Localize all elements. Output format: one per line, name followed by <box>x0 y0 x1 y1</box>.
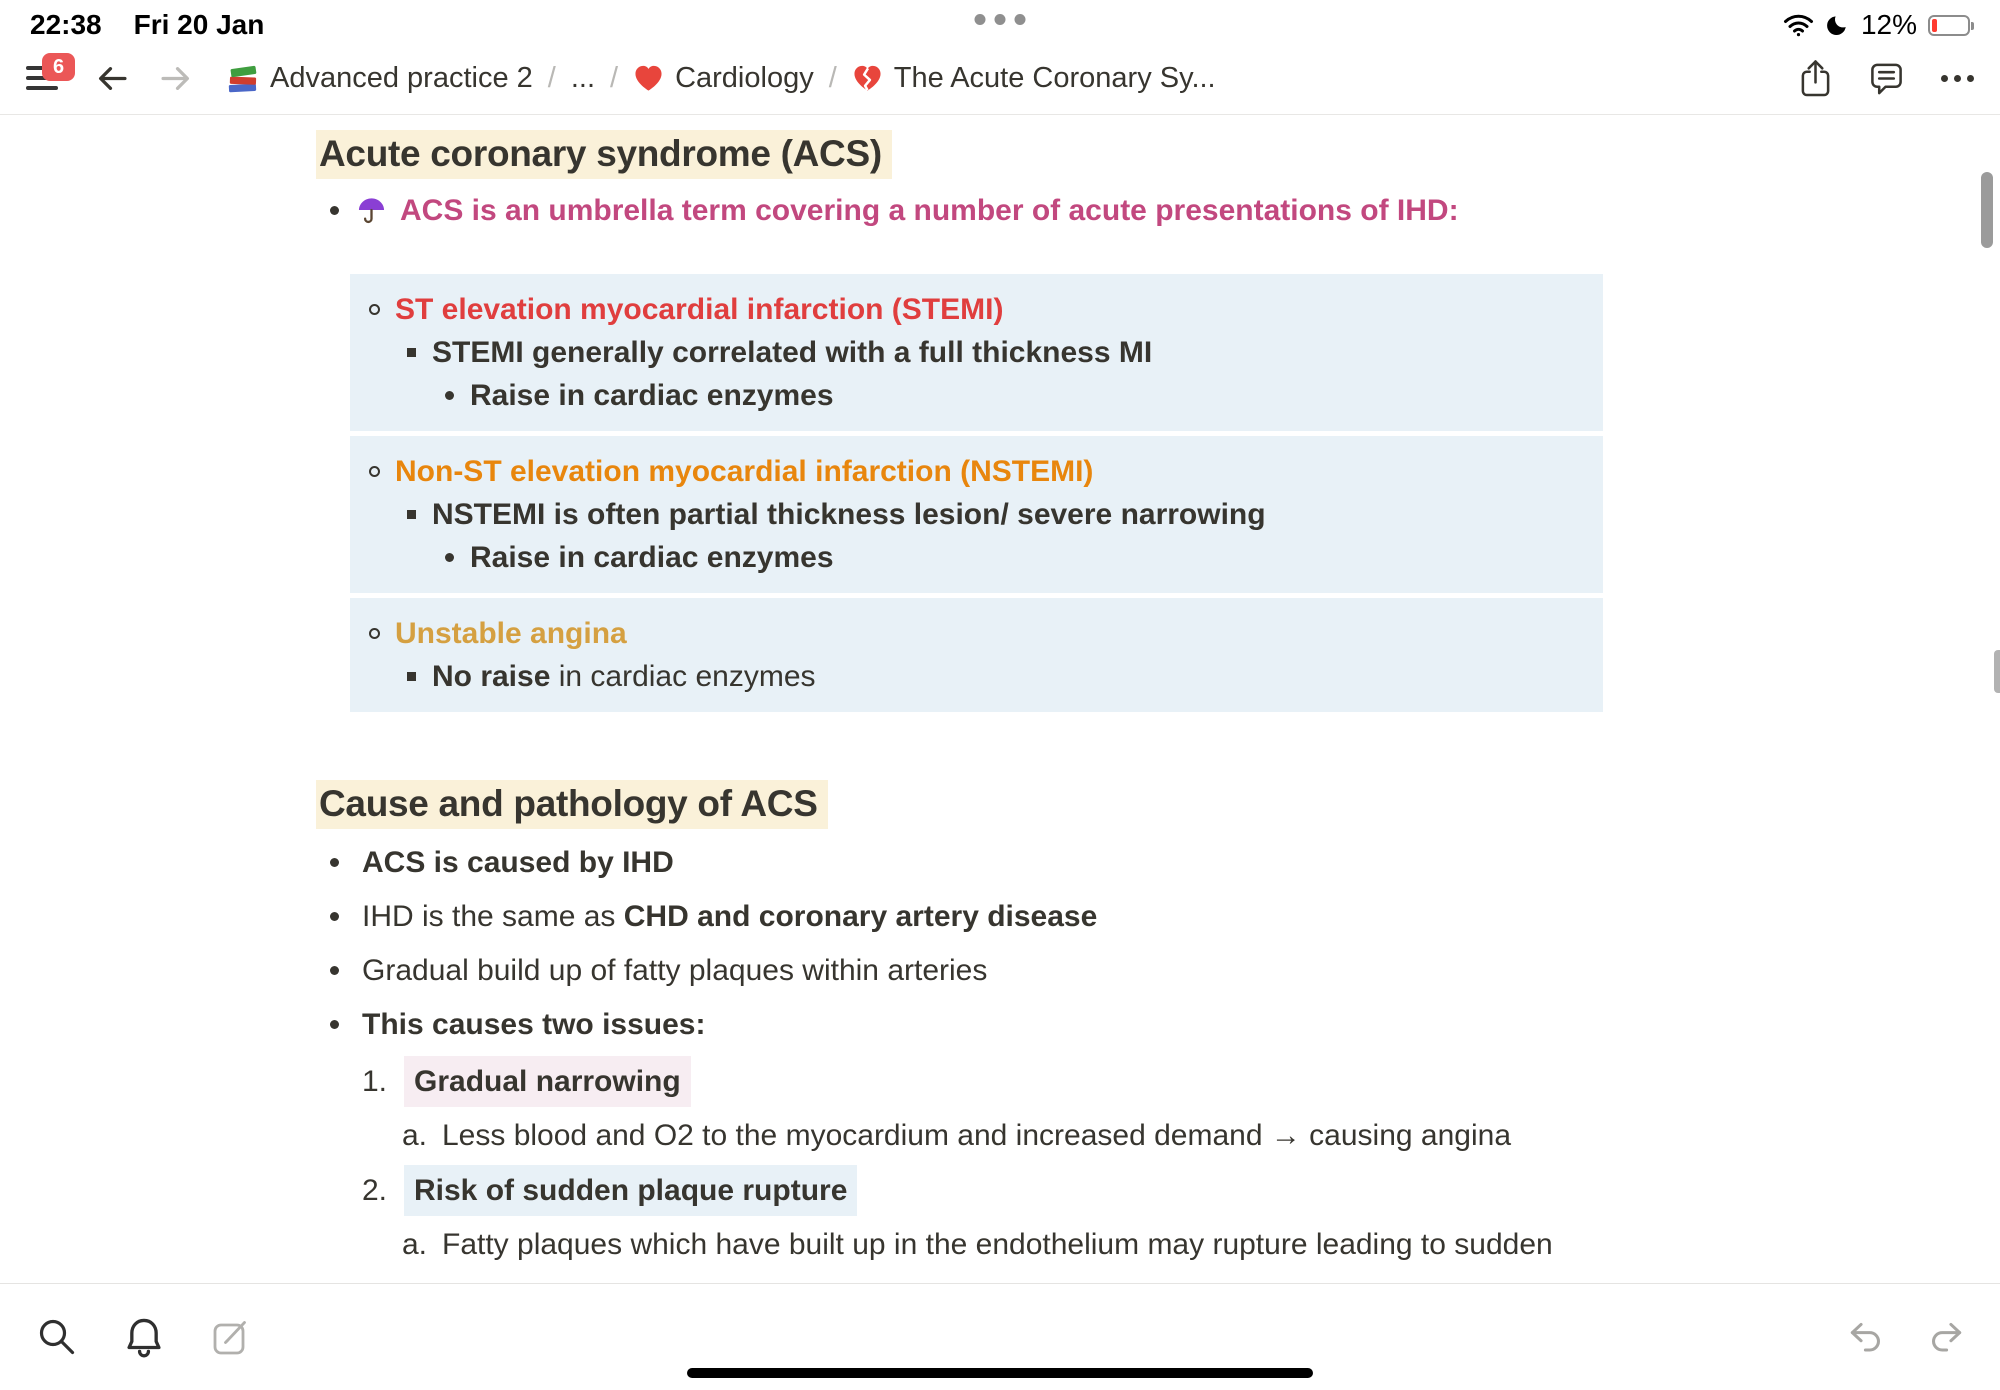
list-item[interactable]: Raise in cardiac enzymes <box>350 374 1603 417</box>
notification-badge: 6 <box>42 53 75 81</box>
heart-icon <box>633 64 664 93</box>
breadcrumb-label: The Acute Coronary Sy... <box>893 61 1216 94</box>
bullet-square <box>407 348 416 357</box>
bullet-disc <box>330 1020 339 1029</box>
breadcrumb-label: Advanced practice 2 <box>270 61 533 94</box>
list-item[interactable]: This causes two issues: <box>316 1003 1696 1045</box>
forward-button[interactable] <box>159 63 192 94</box>
breadcrumb-advanced-practice[interactable] <box>226 62 533 95</box>
wifi-icon <box>1783 14 1814 37</box>
battery-icon <box>1928 15 1970 36</box>
sidebar-toggle-button[interactable] <box>26 55 66 93</box>
home-indicator[interactable] <box>687 1368 1313 1378</box>
status-bar <box>0 0 2000 42</box>
breadcrumb-separator: / <box>547 61 556 94</box>
more-options-icon[interactable] <box>1941 75 1974 82</box>
bullet-disc <box>330 966 339 975</box>
list-item[interactable]: ACS is caused by IHD <box>316 841 1696 883</box>
bullet-disc <box>330 858 339 867</box>
page-content <box>0 115 2000 1283</box>
nav-bar <box>0 42 2000 115</box>
breadcrumb-separator: / <box>828 61 837 94</box>
bullet-disc <box>445 553 454 562</box>
page-heading-acs[interactable]: Acute coronary syndrome (ACS) <box>316 130 1696 178</box>
list-letter: a. <box>402 1227 428 1261</box>
list-item[interactable]: STEMI generally correlated with a full thickness MI <box>350 331 1603 374</box>
list-item[interactable]: No raise in cardiac enzymes <box>350 655 1603 698</box>
bullet-disc <box>330 206 339 215</box>
edge-scrollbar-thumb[interactable] <box>1994 650 2000 693</box>
undo-icon[interactable] <box>1848 1321 1885 1354</box>
breadcrumb-cardiology[interactable] <box>633 62 814 95</box>
box-unstable-angina <box>350 598 1603 712</box>
scrollbar-thumb[interactable] <box>1981 172 1993 248</box>
bullet-circle <box>369 628 380 639</box>
date: Fri 20 Jan <box>133 9 265 40</box>
umbrella-icon <box>356 196 387 225</box>
list-item[interactable]: IHD is the same as CHD and coronary artery disease <box>316 895 1696 937</box>
bullet-disc <box>445 391 454 400</box>
numbered-item-1[interactable]: 1. Gradual narrowing <box>316 1057 1696 1105</box>
box-nstemi <box>350 436 1603 593</box>
redo-icon[interactable] <box>1927 1321 1964 1354</box>
broken-heart-icon <box>852 64 883 93</box>
list-item[interactable]: Unstable angina <box>350 612 1603 655</box>
back-button[interactable] <box>96 63 129 94</box>
breadcrumb-separator: / <box>610 61 619 94</box>
bullet-disc <box>330 912 339 921</box>
list-item[interactable]: NSTEMI is often partial thickness lesion/ severe narrowing <box>350 493 1603 536</box>
share-icon[interactable] <box>1799 59 1832 98</box>
clock: 22:38 <box>30 9 102 40</box>
numbered-item-2[interactable]: 2. Risk of sudden plaque rupture <box>316 1166 1696 1214</box>
box-stemi <box>350 274 1603 431</box>
list-number: 1. <box>362 1064 388 1098</box>
breadcrumb-current-page[interactable] <box>852 62 1216 95</box>
bullet-square <box>407 672 416 681</box>
numbered-subitem[interactable]: a. Less blood and O2 to the myocardium and increased demand → causing angina <box>316 1114 1696 1156</box>
compose-icon[interactable] <box>210 1316 252 1358</box>
list-item[interactable]: ST elevation myocardial infarction (STEMI) <box>350 288 1603 331</box>
books-icon <box>226 63 259 94</box>
search-icon[interactable] <box>36 1316 78 1358</box>
comments-icon[interactable] <box>1868 61 1905 96</box>
bullet-circle <box>369 466 380 477</box>
focus-moon-icon <box>1825 13 1850 38</box>
numbered-subitem[interactable]: a. Fatty plaques which have built up in the endothelium may rupture leading to sudden <box>316 1223 1696 1265</box>
bullet-square <box>407 510 416 519</box>
bullet-circle <box>369 304 380 315</box>
breadcrumb-label: Cardiology <box>675 61 814 94</box>
breadcrumb-collapsed[interactable]: ... <box>570 61 596 94</box>
breadcrumb <box>226 62 1216 95</box>
list-number: 2. <box>362 1173 388 1207</box>
list-item-umbrella[interactable]: ACS is an umbrella term covering a number of acute presentations of IHD: <box>316 189 1696 232</box>
notifications-bell-icon[interactable] <box>124 1316 164 1358</box>
battery-percent: 12% <box>1860 9 1917 40</box>
page-heading-cause-pathology[interactable]: Cause and pathology of ACS <box>316 780 1696 828</box>
multitasking-indicator[interactable] <box>975 14 1026 25</box>
list-item[interactable]: Raise in cardiac enzymes <box>350 536 1603 579</box>
list-item[interactable]: Gradual build up of fatty plaques within arteries <box>316 949 1696 991</box>
list-item[interactable]: Non-ST elevation myocardial infarction (NSTEMI) <box>350 450 1603 493</box>
list-letter: a. <box>402 1118 428 1152</box>
